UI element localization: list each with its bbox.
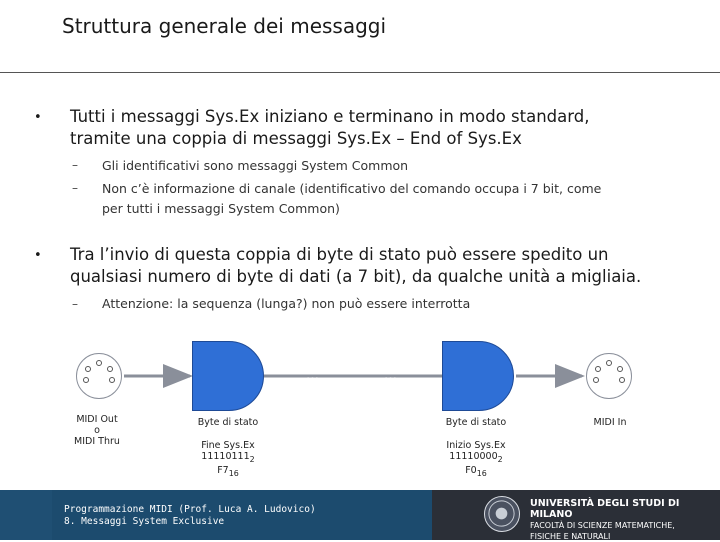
ellipsis-right: … bbox=[384, 368, 397, 383]
midi-out-connector-icon bbox=[76, 353, 122, 399]
pin-icon bbox=[85, 366, 91, 372]
midi-in-connector-icon bbox=[586, 353, 632, 399]
byte-end-name: Fine Sys.Ex bbox=[201, 440, 255, 451]
pin-icon bbox=[96, 360, 102, 366]
byte-end-binary: $11110111_2$ bbox=[201, 451, 255, 464]
midi-out-line-1: MIDI Out bbox=[76, 414, 118, 425]
bullet-2-line-1: Tra l’invio di questa coppia di byte di stato può essere spedito un bbox=[70, 245, 609, 264]
byte-end-hex: $F7_{16}$ bbox=[217, 464, 239, 478]
dash-marker: – bbox=[72, 158, 78, 172]
byte-end-details bbox=[188, 440, 268, 479]
bullet-1-line-2: tramite una coppia di messaggi Sys.Ex – End of Sys.Ex bbox=[70, 129, 522, 148]
pin-icon bbox=[595, 366, 601, 372]
byte-end-sysex bbox=[192, 341, 264, 411]
footer-left-band bbox=[0, 490, 52, 540]
university-name bbox=[530, 498, 720, 542]
midi-out-label bbox=[66, 414, 128, 447]
dash-marker: – bbox=[72, 181, 78, 195]
bullet-marker: • bbox=[34, 110, 42, 125]
bullet-2-line-2: qualsiasi numero di byte di dati (a 7 bit), da qualche unità a migliaia. bbox=[70, 267, 642, 286]
bullet-1-sub-2-line-2: per tutti i messaggi System Common) bbox=[102, 201, 340, 216]
byte-start-binary: $11110000_2$ bbox=[449, 451, 503, 464]
midi-out-line-3: MIDI Thru bbox=[74, 436, 120, 447]
bullet-marker: • bbox=[34, 248, 42, 263]
pin-icon bbox=[107, 366, 113, 372]
dash-marker: – bbox=[72, 297, 78, 311]
footer-text bbox=[64, 504, 316, 528]
pin-icon bbox=[83, 377, 89, 383]
footer-lecture: 8. Messaggi System Exclusive bbox=[64, 516, 225, 527]
byte-start-sysex bbox=[442, 341, 514, 411]
midi-out-line-2: o bbox=[94, 425, 100, 436]
university-line-1: UNIVERSITÀ DEGLI STUDI DI MILANO bbox=[530, 498, 680, 520]
seal-emblem-icon bbox=[485, 497, 518, 530]
byte-start-hex: $F0_{16}$ bbox=[465, 464, 487, 478]
pin-icon bbox=[619, 377, 625, 383]
byte-start-name: Inizio Sys.Ex bbox=[446, 440, 506, 451]
pin-icon bbox=[593, 377, 599, 383]
university-line-3: FISICHE E NATURALI bbox=[530, 532, 611, 541]
midi-in-label: MIDI In bbox=[593, 417, 627, 428]
slide-title: Struttura generale dei messaggi bbox=[62, 14, 387, 38]
pin-icon bbox=[109, 377, 115, 383]
bullet-2-sub-1: Attenzione: la sequenza (lunga?) non può essere interrotta bbox=[102, 296, 471, 311]
bullet-1-sub-2-line-1: Non c’è informazione di canale (identificativo del comando occupa i 7 bit, come bbox=[102, 181, 602, 196]
byte-start-details bbox=[436, 440, 516, 479]
university-line-2: FACOLTÀ DI SCIENZE MATEMATICHE, bbox=[530, 521, 675, 530]
university-seal-icon bbox=[484, 496, 520, 532]
bullet-1-line-1: Tutti i messaggi Sys.Ex iniziano e terminano in modo standard, bbox=[70, 107, 590, 126]
byte-end-label: Byte di stato bbox=[197, 417, 259, 428]
pin-icon bbox=[606, 360, 612, 366]
ellipsis-left: … bbox=[306, 368, 319, 383]
bullet-1-sub-1: Gli identificativi sono messaggi System Common bbox=[102, 158, 409, 173]
pin-icon bbox=[617, 366, 623, 372]
footer-course: Programmazione MIDI (Prof. Luca A. Ludovico) bbox=[64, 504, 316, 515]
byte-start-label: Byte di stato bbox=[445, 417, 507, 428]
